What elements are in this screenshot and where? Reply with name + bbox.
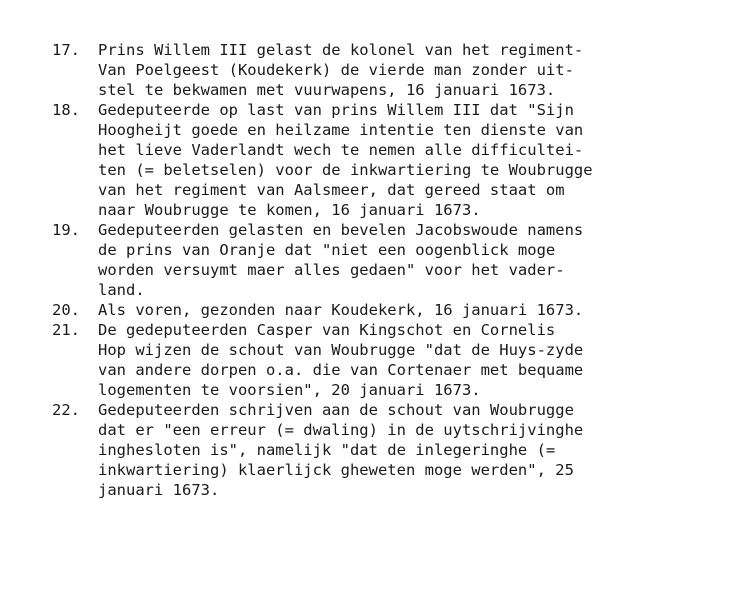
entry-number: 19. [52,221,80,239]
list-item [52,100,742,220]
list-item [52,320,742,400]
entry-number: 22. [52,401,80,419]
entry-text-line: De gedeputeerden Casper van Kingschot en Cornelis [98,321,556,339]
entry-text-line: ten (= beletselen) voor de inkwartiering te Woubrugge [98,161,593,179]
entry-number: 17. [52,41,80,59]
entry-text-line: inkwartiering) klaerlijck gheweten moge werden", 25 [98,461,574,479]
entry-text-line: logementen te voorsien", 20 januari 1673. [98,381,481,399]
entry-text-line: Als voren, gezonden naar Koudekerk, 16 januari 1673. [98,301,584,319]
entry-text-line: Gedeputeerde op last van prins Willem III dat "Sijn [98,101,574,119]
entry-text-line: inghesloten is", namelijk "dat de inlegeringhe (= [98,441,556,459]
entry-text-line: Van Poelgeest (Koudekerk) de vierde man zonder uit- [98,61,574,79]
entry-text-line: Gedeputeerden gelasten en bevelen Jacobswoude namens [98,221,584,239]
entry-text-line: naar Woubrugge te komen, 16 januari 1673. [98,201,481,219]
entry-text-line: januari 1673. [98,481,220,499]
entry-text-line: Prins Willem III gelast de kolonel van het regiment- [98,41,584,59]
list-item [52,220,742,300]
entry-list [52,40,742,500]
entry-text-line: van andere dorpen o.a. die van Cortenaer met bequame [98,361,584,379]
entry-text-line: land. [98,281,145,299]
entry-text-line: stel te bekwamen met vuurwapens, 16 januari 1673. [98,81,556,99]
entry-number: 21. [52,321,80,339]
entry-text-line: Hoogheijt goede en heilzame intentie ten dienste van [98,121,584,139]
entry-number: 20. [52,301,80,319]
list-item [52,40,742,100]
entry-text-line: het lieve Vaderlandt wech te nemen alle difficultei- [98,141,584,159]
entry-text-line: Hop wijzen de schout van Woubrugge "dat de Huys-zyde [98,341,584,359]
list-item [52,300,742,320]
list-item [52,400,742,500]
entry-text-line: Gedeputeerden schrijven aan de schout van Woubrugge [98,401,574,419]
entry-number: 18. [52,101,80,119]
entry-text-line: de prins van Oranje dat "niet een oogenblick moge [98,241,556,259]
entry-text-line: van het regiment van Aalsmeer, dat gereed staat om [98,181,565,199]
entry-text-line: worden versuymt maer alles gedaen" voor het vader- [98,261,565,279]
entry-text-line: dat er "een erreur (= dwaling) in de uytschrijvinghe [98,421,584,439]
